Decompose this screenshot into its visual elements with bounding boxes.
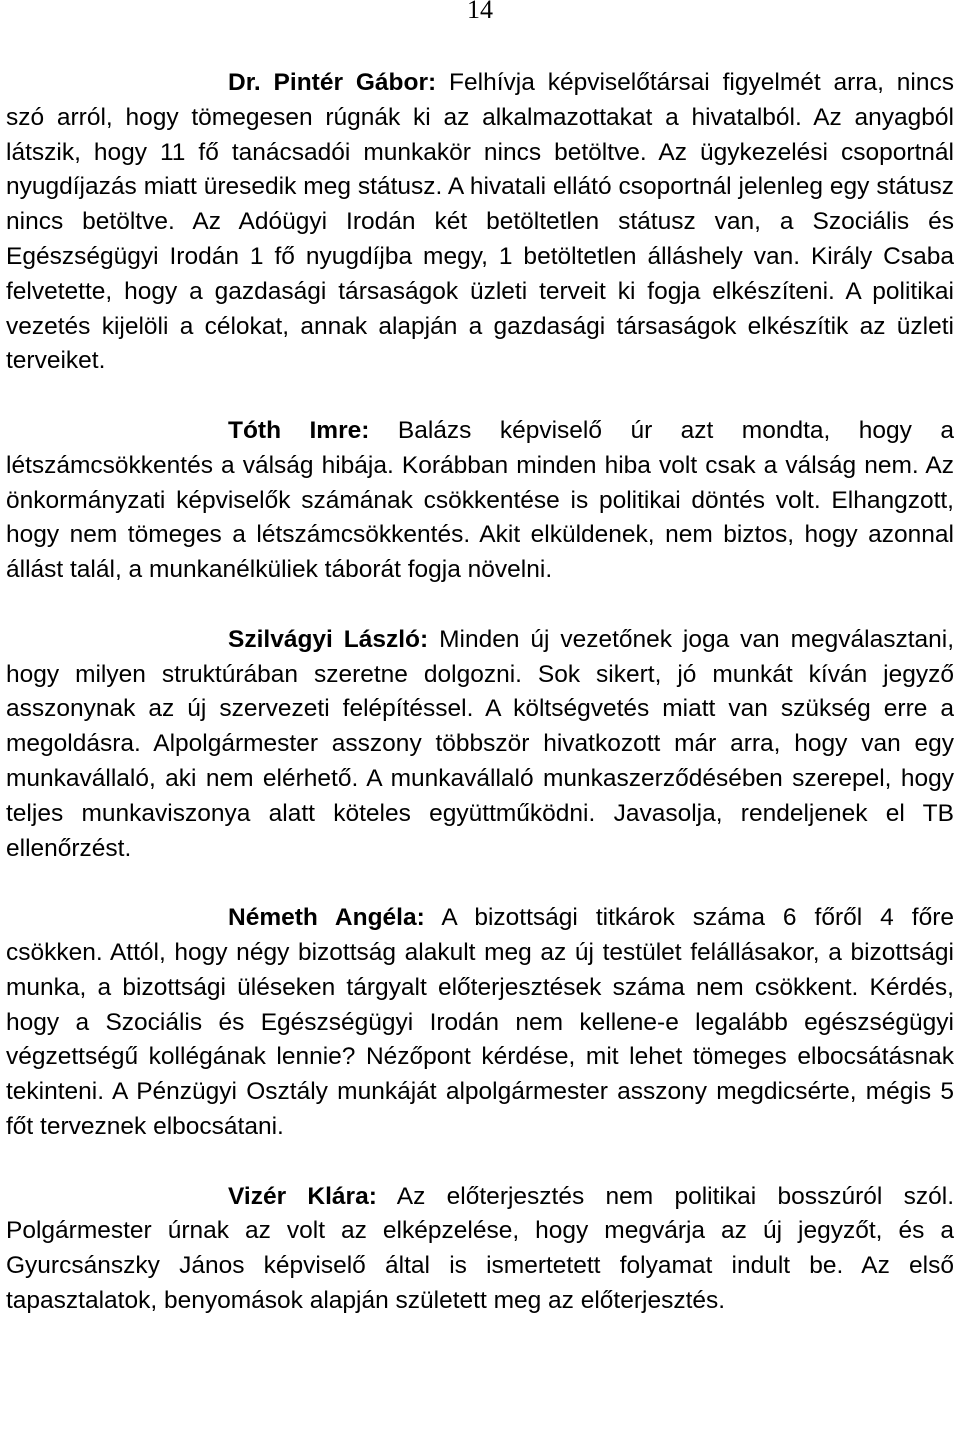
paragraph-pinter-gabor bbox=[6, 66, 954, 379]
paragraph-szilvagyi-laszlo bbox=[6, 623, 954, 867]
speaker-name: Tóth Imre: bbox=[228, 416, 370, 444]
speaker-name: Szilvágyi László: bbox=[228, 625, 429, 653]
paragraph-toth-imre bbox=[6, 414, 954, 588]
paragraph-text: Az előterjesztés nem politikai bosszúról szól. Polgármester úrnak az volt az elképzelése, hogy megvárja az új jegyzőt, és a Gyurcsánszky János képviselő által is ismertetett folyamat indult be. Az első tapasztalatok, benyomások alapján született meg az előterjesztés. bbox=[6, 1182, 954, 1314]
paragraph-text: Balázs képviselő úr azt mondta, hogy a létszámcsökkentés a válság hibája. Korábban minden hiba volt csak a válság nem. Az önkormányzati képviselők számának csökkentése is politikai döntés volt. Elhangzott, hogy nem tömeges a létszámcsökkentés. Akit elküldenek, nem biztos, hogy azonnal állást talál, a munkanélküliek táborát fogja növelni. bbox=[6, 416, 954, 584]
paragraph-text: Felhívja képviselőtársai figyelmét arra, nincs szó arról, hogy tömegesen rúgnák ki az alkalmazottakat a hivatalból. Az anyagból látszik, hogy 11 fő tanácsadói munkakör nincs betöltve. Az ügykezelési csoportnál nyugdíjazás miatt üresedik meg státusz. A hivatali ellátó csoportnál jelenleg egy státusz nincs betöltve. Az Adóügyi Irodán két betöltetlen státusz van, a Szociális és Egészségügyi Irodán 1 fő nyugdíjba megy, 1 betöltetlen álláshely van. Király Csaba felvetette, hogy a gazdasági társaságok üzleti terveit ki fogja elkészíteni. A politikai vezetés kijelöli a célokat, annak alapján a gazdasági társaságok elkészítik az üzleti terveiket. bbox=[6, 69, 954, 375]
document-body bbox=[6, 66, 954, 1319]
speaker-name: Dr. Pintér Gábor: bbox=[228, 69, 437, 96]
paragraph-nemeth-angela bbox=[6, 901, 954, 1145]
speaker-name: Vizér Klára: bbox=[228, 1182, 377, 1210]
page-number: 14 bbox=[467, 0, 493, 24]
speaker-name: Németh Angéla: bbox=[228, 904, 425, 932]
paragraph-vizer-klara bbox=[6, 1180, 954, 1319]
paragraph-text: Minden új vezetőnek joga van megválasztani, hogy milyen struktúrában szeretne dolgozni. Sok sikert, jó munkát kíván jegyző asszonynak az új szervezeti felépítéssel. A költségvetés miatt van szükség erre a megoldásra. Alpolgármester asszony többször hivatkozott már arra, hogy van egy munkavállaló, aki nem elérhető. A munkavállaló munkaszerződésében szerepel, hogy teljes munkaviszonya alatt köteles együttműködni. Javasolja, rendeljenek el TB ellenőrzést. bbox=[6, 625, 955, 862]
paragraph-text: A bizottsági titkárok száma 6 főről 4 főre csökken. Attól, hogy négy bizottság alakult meg az új testület felállásakor, a bizottsági munka, a bizottsági üléseken tárgyalt előterjesztések száma nem csökkent. Kérdés, hogy a Szociális és Egészségügyi Irodán nem kellene-e legalább egészségügyi végzettségű kollégának lennie? Nézőpont kérdése, mit lehet tömeges elbocsátásnak tekinteni. A Pénzügyi Osztály munkáját alpolgármester asszony megdicsérte, mégis 5 főt terveznek elbocsátani. bbox=[6, 904, 954, 1140]
